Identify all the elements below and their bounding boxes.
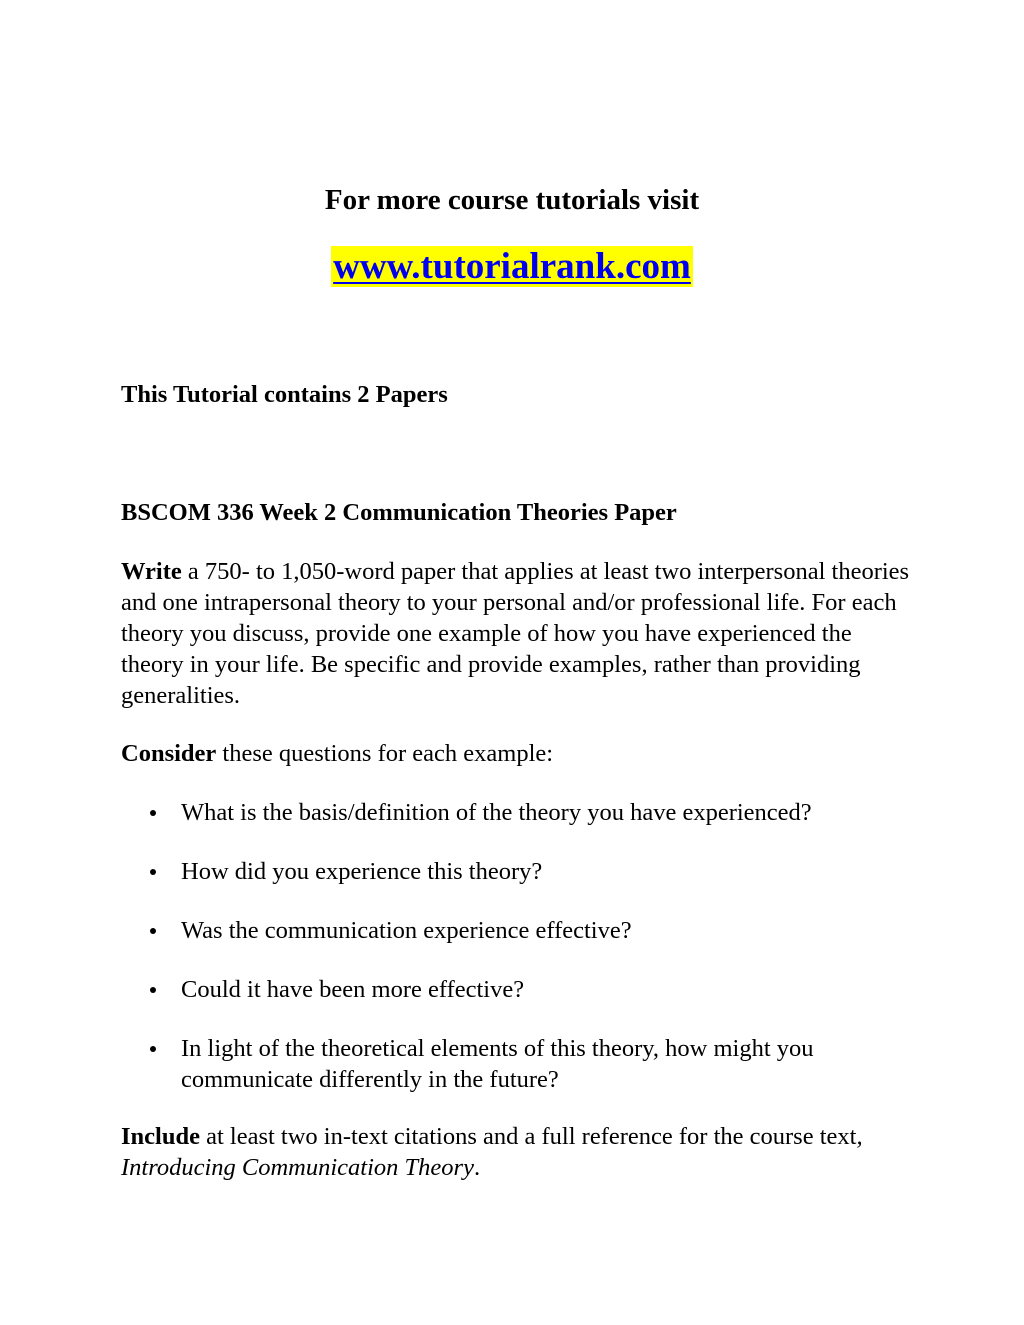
bullet-icon [150,987,156,993]
list-item-text: Was the communication experience effective? [181,917,632,944]
list-item-text: What is the basis/definition of the theory you have experienced? [181,799,812,826]
consider-paragraph [121,738,911,769]
tutorialrank-link[interactable]: www.tutorialrank.com [333,246,691,287]
bullet-icon [150,1046,156,1052]
list-item [121,915,911,946]
include-paragraph [121,1121,911,1183]
write-body: a 750- to 1,050-word paper that applies at least two interpersonal theories and one intrapersonal theory to your personal and/or professional life. For each theory you discuss, provide one example of how you have experienced the theory in your life. Be specific and provide examples, rather than providing generalities. [121,558,910,709]
list-item-text: In light of the theoretical elements of this theory, how might you communicate differently in the future? [181,1035,814,1093]
include-comma: , [856,1123,863,1150]
include-body: at least two in-text citations and a full reference for the course text [199,1123,857,1150]
include-lead: Include [121,1123,200,1150]
url-heading [0,244,1024,290]
bullet-icon [150,869,156,875]
include-end: . [473,1154,481,1181]
questions-list [121,797,911,1123]
course-text-title: Introducing Communication Theory [121,1154,474,1181]
list-item [121,856,911,887]
bullet-icon [150,928,156,934]
list-item [121,1033,911,1095]
list-item [121,797,911,828]
write-paragraph [121,556,911,711]
consider-lead: Consider [121,740,217,767]
write-lead: Write [121,558,182,585]
list-item-text: How did you experience this theory? [181,858,543,885]
consider-body: these questions for each example: [216,740,554,767]
list-item [121,974,911,1005]
bullet-icon [150,810,156,816]
tutorial-contains-text: This Tutorial contains 2 Papers [121,381,448,408]
paper-title: BSCOM 336 Week 2 Communication Theories Paper [121,499,677,526]
list-item-text: Could it have been more effective? [181,976,525,1003]
visit-heading: For more course tutorials visit [324,184,700,216]
